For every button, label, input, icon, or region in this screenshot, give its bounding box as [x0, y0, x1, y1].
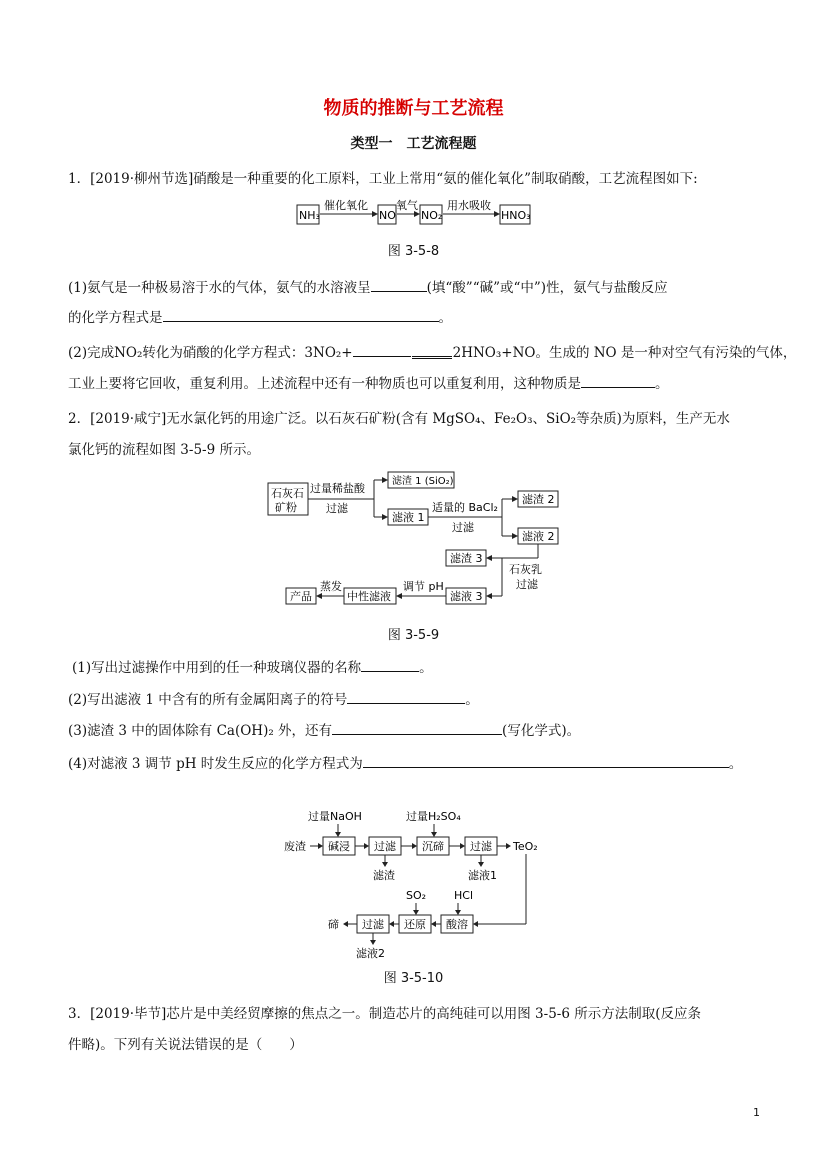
flow-arrowhead-1 [372, 211, 378, 217]
flow-arrow-1-label: 催化氧化 [324, 199, 368, 212]
q1-part1-text-c: 的化学方程式是 [68, 310, 163, 326]
reagent-h2so4-label: 过量H₂SO₄ [406, 810, 461, 823]
q2-answer-blank-1[interactable] [361, 658, 419, 672]
filtrate2-label: 滤液2 [356, 947, 385, 960]
q2-stem-line2: 氯化钙的流程如图 3-5-9 所示。 [68, 442, 260, 458]
reagent-naoh-label: 过量NaOH [308, 810, 362, 823]
box-alkali-leach-label: 碱浸 [328, 840, 350, 853]
box-neutral-filtrate-label: 中性滤液 [347, 590, 391, 603]
flow-arrow-3-label: 用水吸收 [447, 199, 491, 212]
box-filter-c-label: 过滤 [362, 918, 384, 931]
flow-node-no-label: NO [379, 209, 396, 222]
q2-sub4 [68, 752, 742, 772]
flow-arrowhead-3 [494, 211, 500, 217]
q3-stem-line1: 3．[2019·毕节]芯片是中美经贸摩擦的焦点之一。制造芯片的高纯硅可以用图 3-5-6 所示方法制取(反应条 [68, 1006, 702, 1022]
box-filter-a-label: 过滤 [374, 840, 396, 853]
start-waste-label: 废渣 [284, 840, 306, 853]
reagent-hcl-label: 过量稀盐酸 [310, 482, 365, 495]
box-acid-dissolve-label: 酸溶 [446, 918, 468, 931]
q2-stem-line1: 2．[2019·咸宁]无水氯化钙的用途广泛。以石灰石矿粉(含有 MgSO₄、Fe₂O₃、SiO₂等杂质)为原料，生产无水 [68, 411, 730, 427]
q2-flow-diagram [262, 470, 572, 610]
q1-part2-line1 [68, 341, 796, 361]
reagent-bacl2-label: 适量的 BaCl₂ [432, 501, 498, 514]
box-filtrate-1-label: 滤液 1 [392, 511, 425, 524]
flow-node-hno3-label: HNO₃ [501, 209, 531, 222]
q2-sub2-end: 。 [465, 692, 479, 708]
q1-part2-text-c: 工业上要将它回收，重复利用。上述流程中还有一种物质也可以重复利用，这种物质是 [68, 376, 581, 392]
section-subtitle: 类型一 工艺流程题 [350, 136, 477, 152]
q2-sub1 [72, 656, 433, 676]
flow-node-nh3-label: NH₃ [299, 209, 320, 222]
q1-answer-blank-4[interactable] [581, 374, 655, 388]
q2-sub3-text: (3)滤渣 3 中的固体除有 Ca(OH)₂ 外，还有 [68, 723, 333, 739]
q1-answer-blank-3[interactable] [353, 343, 411, 357]
figure-caption-3-5-10: 图 3-5-10 [383, 971, 444, 986]
q3-stem-line2: 件略)。下列有关说法错误的是（ ） [68, 1037, 303, 1053]
op-filter-2-label: 过滤 [452, 521, 474, 534]
evaporate-label: 蒸发 [320, 580, 342, 593]
q1-part1-line2 [68, 306, 452, 326]
page-title: 物质的推断与工艺流程 [323, 98, 504, 119]
q2-sub4-end: 。 [728, 756, 743, 772]
box-product-label: 产品 [290, 590, 312, 603]
box-residue-2-label: 滤渣 2 [522, 493, 555, 506]
q2-sub3 [68, 719, 580, 739]
teo2-label: TeO₂ [513, 840, 538, 853]
flow-arrow-2-label: 氧气 [396, 199, 418, 212]
box-filter-b-label: 过滤 [470, 840, 492, 853]
figure-caption-3-5-9: 图 3-5-9 [387, 628, 440, 643]
q1-part2-text-a: (2)完成NO₂转化为硝酸的化学方程式：3NO₂+ [68, 345, 353, 361]
q2-sub1-end: 。 [419, 660, 433, 676]
residue-label: 滤渣 [373, 869, 395, 882]
q1-part2-line2 [68, 372, 669, 392]
figure-caption-3-5-8: 图 3-5-8 [387, 244, 440, 259]
q1-part2-text-d: 。 [655, 376, 669, 392]
flow-node-no2-label: NO₂ [421, 209, 443, 222]
so2-label: SO₂ [406, 889, 427, 902]
q1-part1-line1 [68, 276, 668, 296]
hcl-label: HCl [454, 889, 474, 902]
box-filtrate-2-label: 滤液 2 [522, 530, 555, 543]
figure-3-5-10-diagram [278, 804, 558, 966]
q1-stem: 1．[2019·柳州节选]硝酸是一种重要的化工原料，工业上常用“氨的催化氧化”制取硝酸，工艺流程图如下: [68, 171, 698, 187]
q2-sub2 [68, 688, 479, 708]
equation-equals-sign [412, 348, 452, 359]
box-residue-1-label: 滤渣 1 (SiO₂) [392, 476, 454, 487]
q1-flow-diagram [290, 194, 540, 230]
q2-answer-blank-3[interactable] [332, 721, 502, 735]
q2-sub3-end: (写化学式)。 [502, 723, 581, 739]
q2-sub4-text: (4)对滤液 3 调节 pH 时发生反应的化学方程式为 [68, 756, 363, 772]
q1-answer-blank-2[interactable] [163, 308, 439, 322]
q1-part1-text-d: 。 [438, 310, 452, 326]
q2-answer-blank-2[interactable] [347, 690, 465, 704]
reagent-limewater-label: 石灰乳 [509, 563, 542, 576]
box-residue-3-label: 滤渣 3 [450, 552, 483, 565]
op-filter-1-label: 过滤 [326, 502, 348, 515]
q1-answer-blank-1[interactable] [371, 278, 427, 292]
q2-sub2-text: (2)写出滤液 1 中含有的所有金属阳离子的符号 [68, 692, 348, 708]
box-reduce-label: 还原 [404, 918, 426, 931]
box-ore-label-1: 石灰石 [271, 487, 304, 500]
box-filtrate-3-label: 滤液 3 [450, 590, 483, 603]
box-ore-label-2: 矿粉 [275, 501, 297, 514]
filtrate1-label: 滤液1 [468, 869, 497, 882]
box-precipitate-te-label: 沉碲 [422, 840, 444, 853]
q1-part1-text-a: (1)氨气是一种极易溶于水的气体，氨气的水溶液呈 [68, 280, 371, 296]
adjust-ph-label: 调节 pH [403, 580, 444, 593]
q1-part1-text-b: (填“酸”“碱”或“中”)性，氨气与盐酸反应 [426, 280, 668, 296]
tellurium-label: 碲 [328, 918, 339, 931]
q2-answer-blank-4[interactable] [363, 754, 729, 768]
page-number: 1 [753, 1106, 760, 1119]
q2-sub1-text: (1)写出过滤操作中用到的任一种玻璃仪器的名称 [72, 660, 362, 676]
q1-part2-text-b: 2HNO₃+NO。生成的 NO 是一种对空气有污染的气体， [452, 345, 797, 361]
op-filter-3-label: 过滤 [516, 578, 538, 591]
